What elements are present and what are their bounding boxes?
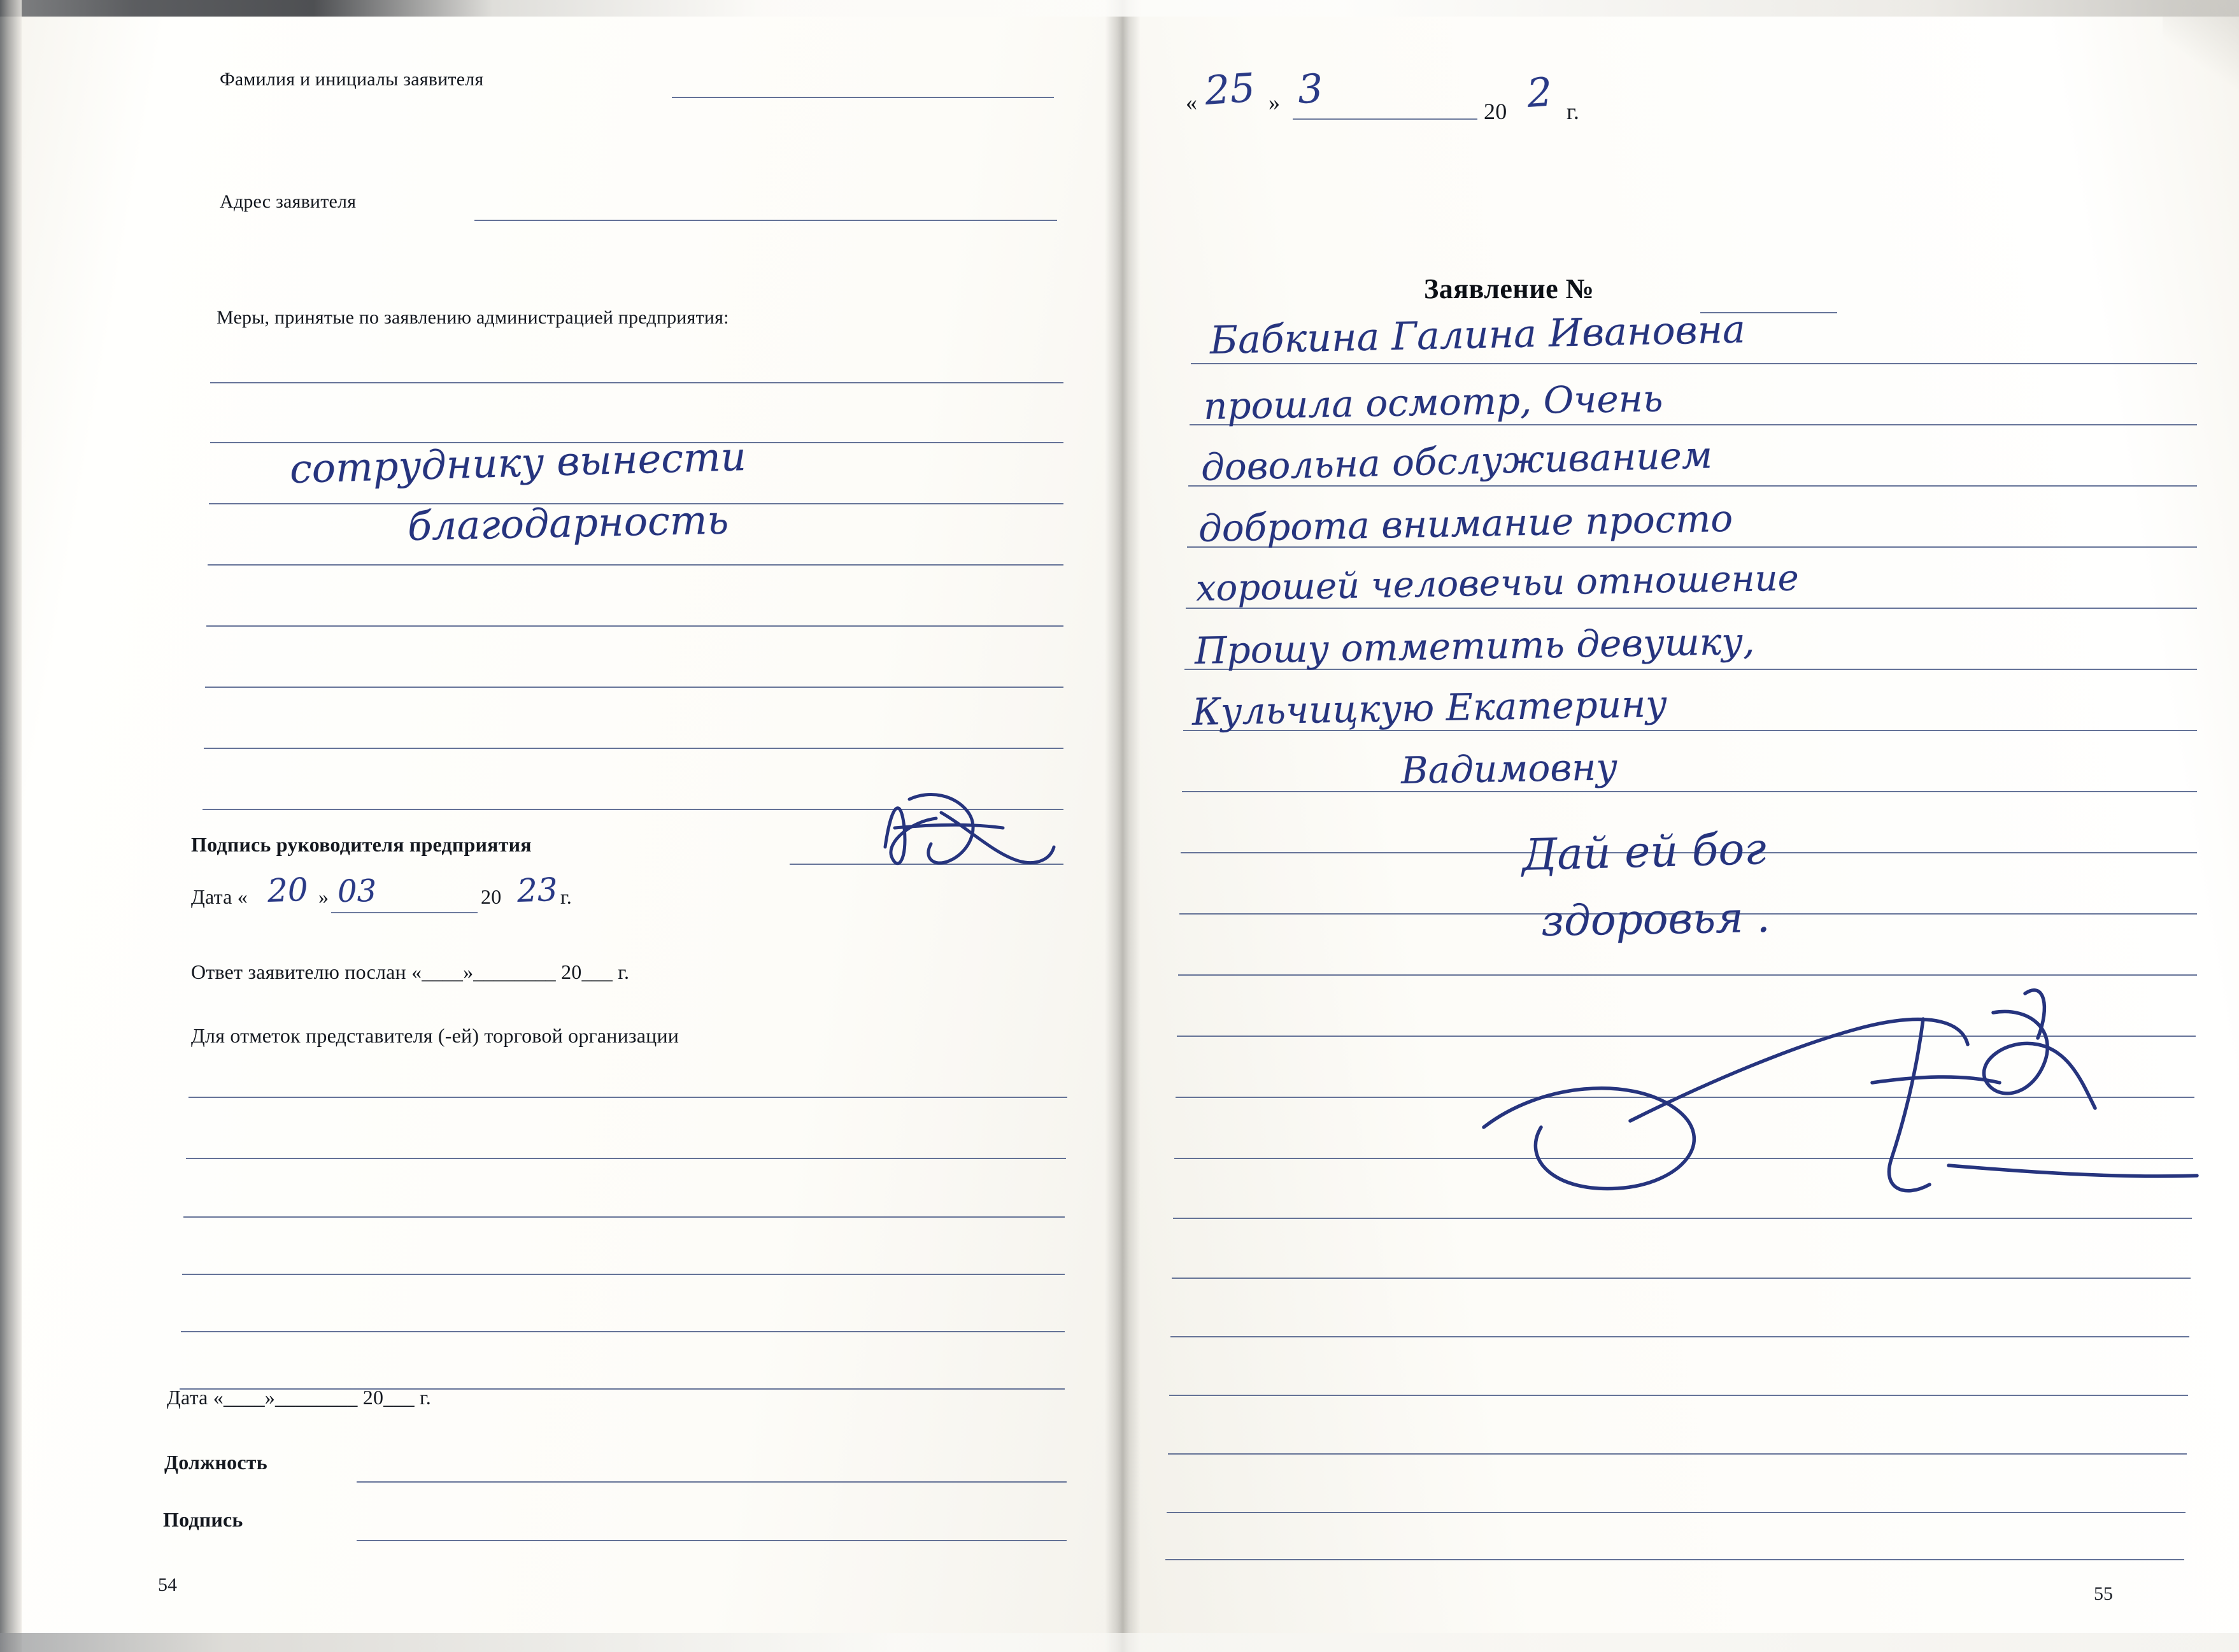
handwriting-body-line-4: доброта внимание просто xyxy=(1198,496,1733,550)
handwriting-body-line-7: Кульчицкую Екатерину xyxy=(1191,681,1668,734)
field-rule-applicant-name xyxy=(672,97,1054,98)
right-rule-18 xyxy=(1169,1395,2188,1396)
right-rule-13 xyxy=(1176,1097,2194,1098)
right-rule-17 xyxy=(1170,1336,2189,1337)
handwriting-measures-line-1: сотруднику вынести xyxy=(288,432,747,492)
measures-rule-5 xyxy=(206,625,1063,627)
date-day-left: 20 xyxy=(266,871,309,909)
scan-edge-top xyxy=(0,0,2239,17)
date-year-suffix-left: г. xyxy=(560,885,572,908)
handwriting-measures-line-2: благодарность xyxy=(407,496,729,550)
page-number-right: 55 xyxy=(2094,1583,2113,1604)
handwriting-body-line-6: Прошу отметить девушку, xyxy=(1194,619,1755,673)
marks-rule-1 xyxy=(188,1097,1067,1098)
marks-rule-3 xyxy=(183,1216,1065,1218)
page-corner-wear xyxy=(2163,0,2239,102)
scan-edge-bottom xyxy=(0,1633,2239,1652)
measures-rule-8 xyxy=(203,809,1063,810)
right-rule-5 xyxy=(1186,608,2197,609)
signature-bottom-rule xyxy=(357,1540,1067,1541)
right-rule-11 xyxy=(1178,974,2197,976)
right-rule-16 xyxy=(1172,1278,2191,1279)
handwriting-body-line-1: Бабкина Галина Ивановна xyxy=(1209,307,1746,363)
label-answer-sent: Ответ заявителю послан «____»________ 20___ г. xyxy=(191,960,630,983)
manager-signature-rule xyxy=(790,864,1063,865)
right-date-year: 2 xyxy=(1525,68,1554,117)
right-rule-12 xyxy=(1177,1036,2196,1037)
book-spine xyxy=(1105,0,1141,1652)
marks-rule-2 xyxy=(186,1158,1066,1159)
right-date-day: 25 xyxy=(1203,64,1257,114)
handwriting-body-line-2: прошла осмотр, Очень xyxy=(1203,376,1663,428)
right-rule-19 xyxy=(1168,1453,2187,1455)
right-rule-15 xyxy=(1173,1218,2192,1219)
field-rule-applicant-address xyxy=(474,220,1057,221)
label-manager-signature: Подпись руководителя предприятия xyxy=(191,833,532,856)
handwriting-body-line-9: Дай ей бог xyxy=(1521,823,1767,881)
right-date-month-rule xyxy=(1293,118,1477,120)
right-rule-21 xyxy=(1165,1559,2184,1560)
measures-rule-1 xyxy=(210,382,1063,383)
position-rule xyxy=(357,1481,1067,1483)
label-representative-marks: Для отметок представителя (-ей) торговой организации xyxy=(191,1024,679,1047)
right-rule-1 xyxy=(1191,363,2197,364)
field-label-measures: Меры, принятые по заявлению администрацией предприятия: xyxy=(217,307,729,328)
handwriting-body-line-5: хорошей человечьи отношение xyxy=(1195,557,1800,609)
label-signature-bottom: Подпись xyxy=(163,1508,243,1531)
date-quote-close-left: » xyxy=(318,885,329,908)
page-number-left: 54 xyxy=(158,1574,177,1595)
date-month-rule-left xyxy=(331,912,478,913)
statement-title: Заявление № xyxy=(1424,273,1595,304)
handwriting-body-line-3: довольна обслуживанием xyxy=(1200,433,1713,489)
date-label-left: Дата « xyxy=(191,885,248,908)
handwriting-body-line-8: Вадимовну xyxy=(1400,745,1618,792)
right-rule-8 xyxy=(1182,791,2197,792)
right-rule-14 xyxy=(1174,1158,2193,1159)
right-rule-20 xyxy=(1167,1512,2186,1513)
marks-rule-4 xyxy=(182,1274,1065,1275)
measures-rule-6 xyxy=(205,687,1063,688)
date-year-prefix-left: 20 xyxy=(481,885,502,908)
handwriting-body-line-10: здоровья . xyxy=(1540,892,1771,946)
date-year-left: 23 xyxy=(516,871,558,909)
right-date-month: 3 xyxy=(1297,64,1325,113)
measures-rule-4 xyxy=(208,564,1063,566)
marks-rule-5 xyxy=(181,1331,1065,1332)
date-month-left: 03 xyxy=(337,872,377,909)
right-date-quote-close: » xyxy=(1269,90,1281,115)
label-position: Должность xyxy=(164,1451,267,1474)
field-label-applicant-address: Адрес заявителя xyxy=(220,191,357,212)
right-date-year-tail: г. xyxy=(1567,99,1580,124)
right-date-year-prefix: 20 xyxy=(1484,99,1507,124)
bottom-date-label: Дата «____»________ 20___ г. xyxy=(167,1386,431,1409)
measures-rule-7 xyxy=(204,748,1063,749)
right-date-quote-open: « xyxy=(1186,90,1198,115)
field-label-applicant-name: Фамилия и инициалы заявителя xyxy=(220,69,484,90)
scan-edge-left xyxy=(0,0,22,1652)
